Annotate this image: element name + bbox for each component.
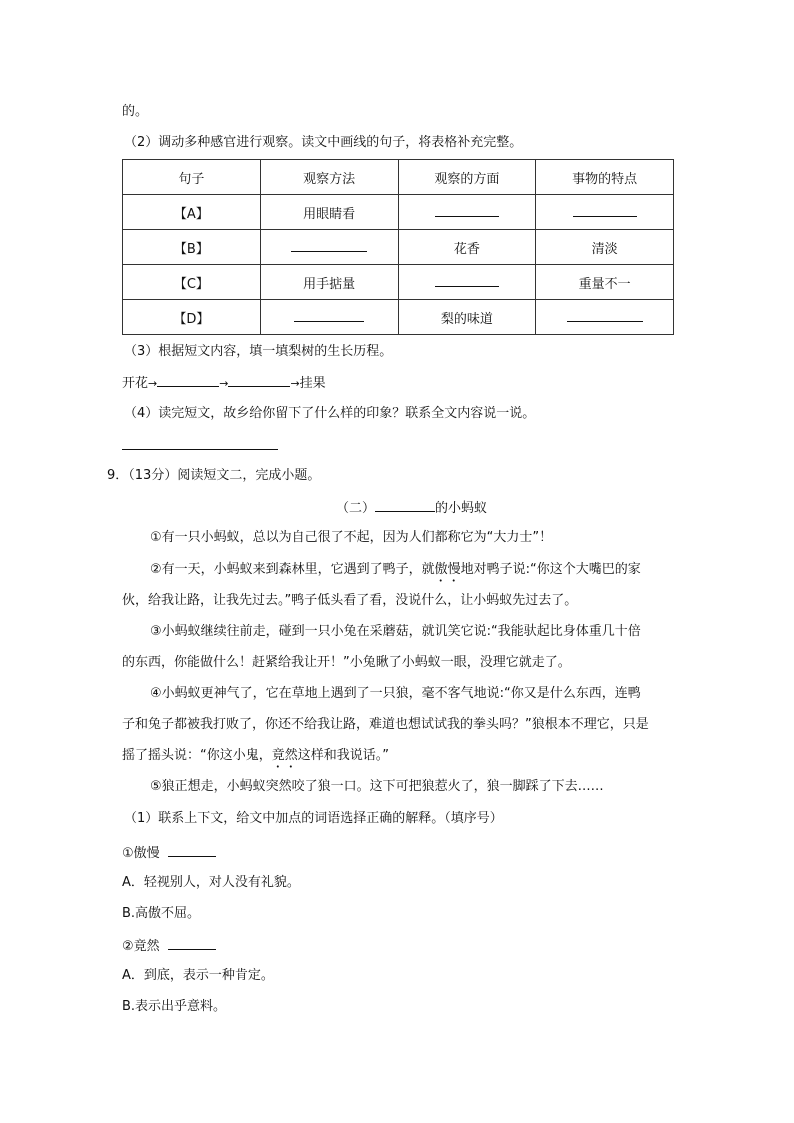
passage-title <box>336 498 487 518</box>
table-header-cell: 句子 <box>123 160 261 195</box>
paragraph-text: 这样和我说话。” <box>297 748 390 763</box>
sub1-item1-option-a: A．轻视别人，对人没有礼貌。 <box>122 875 300 890</box>
arrow-icon: → <box>148 377 158 390</box>
sub1-item1-option-b: B.高傲不屈。 <box>122 906 201 921</box>
table-cell: 用眼睛看 <box>260 195 398 230</box>
paragraph-4-line-2: 子和兔子都被我打败了，你还不给我让路，难道也想试试我的拳头吗？”狼根本不理它，只是 <box>122 717 649 732</box>
table-header-cell: 观察的方面 <box>398 160 536 195</box>
table-cell: 梨的味道 <box>398 300 536 335</box>
sub1-item2-option-b: B.表示出乎意料。 <box>122 999 227 1014</box>
table-cell: 花香 <box>398 230 536 265</box>
table-cell-blank[interactable] <box>260 300 398 335</box>
q9-header: 9．（13分）阅读短文二，完成小题。 <box>107 468 321 483</box>
table-cell: 清淡 <box>536 230 674 265</box>
paragraph-4-line-3 <box>122 747 389 771</box>
table-row <box>123 300 674 335</box>
growth-sequence <box>122 373 326 393</box>
table-cell: 【C】 <box>123 265 261 300</box>
growth-blank-2[interactable] <box>228 373 290 387</box>
paragraph-2-line-2: 伙，给我让路，让我先过去。”鸭子低头看了看，没说什么，让小蚂蚁先过去了。 <box>122 593 578 608</box>
table-cell-blank[interactable] <box>260 230 398 265</box>
intro-tail: 的。 <box>122 104 149 119</box>
q4-prompt: （4）读完短文，故乡给你留下了什么样的印象？联系全文内容说一说。 <box>124 406 536 421</box>
paragraph-5: ⑤狼正想走，小蚂蚁突然咬了狼一口。这下可把狼惹火了，狼一脚踩了下去…… <box>150 779 604 794</box>
table-header-cell: 观察方法 <box>260 160 398 195</box>
growth-end: 挂果 <box>299 376 326 391</box>
answer-blank[interactable] <box>168 936 216 950</box>
answer-blank[interactable] <box>168 843 216 857</box>
title-suffix: 的小蚂蚁 <box>435 501 488 516</box>
sub1-item2-option-a: A．到底，表示一种肯定。 <box>122 968 274 983</box>
table-cell: 用手掂量 <box>260 265 398 300</box>
table-cell: 【A】 <box>123 195 261 230</box>
paragraph-1: ①有一只小蚂蚁，总以为自己很了不起，因为人们都称它为“大力士”！ <box>150 530 553 545</box>
arrow-icon: → <box>219 377 229 390</box>
answer-blank[interactable] <box>294 309 364 322</box>
table-cell: 【D】 <box>123 300 261 335</box>
sub1-item2 <box>122 936 216 956</box>
paragraph-text: 地对鸭子说:“你这个大嘴巴的家 <box>460 562 641 577</box>
q2-prompt: （2）调动多种感官进行观察。读文中画线的句子，将表格补充完整。 <box>124 135 523 150</box>
paragraph-3-line-1: ③小蚂蚁继续往前走，碰到一只小兔在采蘑菇，就讥笑它说:“我能驮起比身体重几十倍 <box>150 624 641 639</box>
table-row <box>123 195 674 230</box>
paragraph-text: ②有一天，小蚂蚁来到森林里，它遇到了鸭子，就 <box>150 562 435 577</box>
table-cell-blank[interactable] <box>398 265 536 300</box>
q3-prompt: （3）根据短文内容，填一填梨树的生长历程。 <box>124 344 393 359</box>
table-cell-blank[interactable] <box>398 195 536 230</box>
answer-blank[interactable] <box>291 239 367 252</box>
arrow-icon: → <box>290 377 300 390</box>
answer-blank[interactable] <box>435 204 499 217</box>
paragraph-3-line-2: 的东西，你能做什么！赶紧给我让开！”小兔瞅了小蚂蚁一眼，没理它就走了。 <box>122 655 571 670</box>
paragraph-4-line-1: ④小蚂蚁更神气了，它在草地上遇到了一只狼，毫不客气地说:“你又是什么东西，连鸭 <box>150 686 641 701</box>
paragraph-text: 摇了摇头说：“你这小鬼， <box>122 748 272 763</box>
item-label: ①傲慢 <box>122 846 160 861</box>
table-cell-blank[interactable] <box>536 195 674 230</box>
table-cell: 重量不一 <box>536 265 674 300</box>
table-header-cell: 事物的特点 <box>536 160 674 195</box>
table-cell-blank[interactable] <box>536 300 674 335</box>
dotted-word-aoman: 傲慢 <box>434 562 461 577</box>
table-cell: 【B】 <box>123 230 261 265</box>
growth-start: 开花 <box>122 376 149 391</box>
answer-blank[interactable] <box>567 309 643 322</box>
answer-blank[interactable] <box>435 274 499 287</box>
q4-answer-blank[interactable] <box>122 436 278 456</box>
observation-table <box>122 159 674 335</box>
title-blank[interactable] <box>375 498 435 512</box>
sub1-prompt: （1）联系上下文，给文中加点的词语选择正确的解释。（填序号） <box>124 811 503 826</box>
paragraph-2-line-1 <box>150 561 641 585</box>
table-row <box>123 265 674 300</box>
title-prefix: （二） <box>336 501 376 516</box>
answer-blank[interactable] <box>573 204 637 217</box>
dotted-word-jingran: 竟然 <box>271 748 298 763</box>
sub1-item1 <box>122 843 216 863</box>
table-header-row <box>123 160 674 195</box>
table-row <box>123 230 674 265</box>
growth-blank-1[interactable] <box>157 373 219 387</box>
item-label: ②竟然 <box>122 939 160 954</box>
